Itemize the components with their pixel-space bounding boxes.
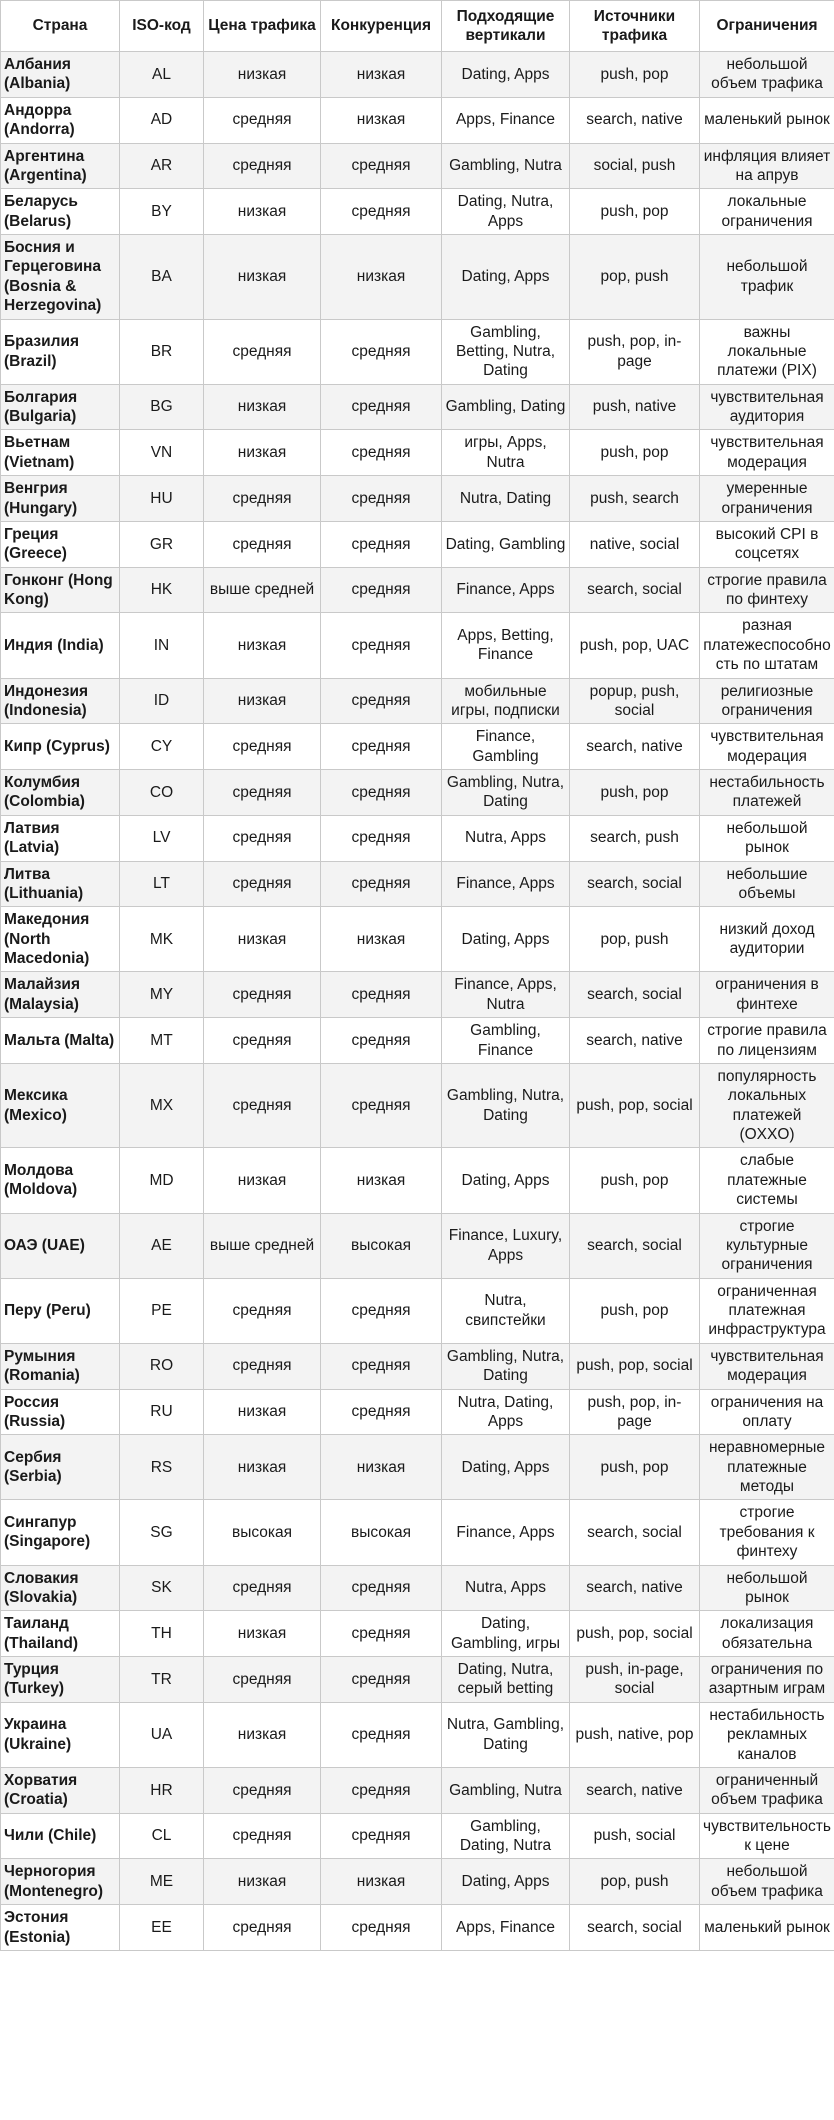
cell-verticals: Apps, Finance xyxy=(442,1905,570,1951)
cell-country: Россия (Russia) xyxy=(1,1389,120,1435)
cell-iso: UA xyxy=(120,1702,204,1767)
cell-limits: строгие правила по финтеху xyxy=(700,567,834,613)
cell-competition: высокая xyxy=(321,1213,442,1278)
cell-verticals: Finance, Apps xyxy=(442,567,570,613)
cell-sources: push, pop xyxy=(570,1278,700,1343)
cell-country: Латвия (Latvia) xyxy=(1,815,120,861)
cell-competition: средняя xyxy=(321,1702,442,1767)
table-row xyxy=(1,52,834,98)
cell-price: выше средней xyxy=(204,1213,321,1278)
cell-sources: push, pop, in-page xyxy=(570,1389,700,1435)
cell-iso: HR xyxy=(120,1767,204,1813)
cell-iso: MD xyxy=(120,1148,204,1213)
cell-sources: search, native xyxy=(570,1767,700,1813)
cell-country: Венгрия (Hungary) xyxy=(1,476,120,522)
header-competition: Конкуренция xyxy=(321,1,442,52)
cell-country: Украина (Ukraine) xyxy=(1,1702,120,1767)
cell-iso: GR xyxy=(120,521,204,567)
table-row xyxy=(1,613,834,678)
cell-sources: push, social xyxy=(570,1813,700,1859)
table-row xyxy=(1,1905,834,1951)
cell-competition: средняя xyxy=(321,815,442,861)
cell-limits: чувствительность к цене xyxy=(700,1813,834,1859)
cell-price: средняя xyxy=(204,1813,321,1859)
cell-country: Румыния (Romania) xyxy=(1,1343,120,1389)
cell-verticals: Dating, Nutra, Apps xyxy=(442,189,570,235)
table-row xyxy=(1,1435,834,1500)
cell-country: Гонконг (Hong Kong) xyxy=(1,567,120,613)
table-row xyxy=(1,1063,834,1148)
cell-sources: push, pop, social xyxy=(570,1611,700,1657)
cell-limits: важны локальные платежи (PIX) xyxy=(700,319,834,384)
table-row xyxy=(1,1389,834,1435)
cell-sources: push, in-page, social xyxy=(570,1657,700,1703)
cell-verticals: Gambling, Finance xyxy=(442,1018,570,1064)
cell-competition: низкая xyxy=(321,1435,442,1500)
cell-country: Малайзия (Malaysia) xyxy=(1,972,120,1018)
cell-competition: средняя xyxy=(321,678,442,724)
cell-iso: LT xyxy=(120,861,204,907)
cell-limits: низкий доход аудитории xyxy=(700,907,834,972)
table-row xyxy=(1,1018,834,1064)
cell-limits: слабые платежные системы xyxy=(700,1148,834,1213)
cell-sources: search, native xyxy=(570,1565,700,1611)
table-row xyxy=(1,770,834,816)
cell-price: средняя xyxy=(204,476,321,522)
cell-price: низкая xyxy=(204,907,321,972)
cell-verticals: Finance, Apps xyxy=(442,1500,570,1565)
cell-country: Мальта (Malta) xyxy=(1,1018,120,1064)
cell-price: низкая xyxy=(204,1859,321,1905)
cell-price: средняя xyxy=(204,1767,321,1813)
cell-sources: search, native xyxy=(570,1018,700,1064)
cell-iso: MX xyxy=(120,1063,204,1148)
cell-competition: средняя xyxy=(321,1767,442,1813)
table-row xyxy=(1,476,834,522)
cell-iso: ME xyxy=(120,1859,204,1905)
header-country: Страна xyxy=(1,1,120,52)
cell-competition: средняя xyxy=(321,1565,442,1611)
table-row xyxy=(1,319,834,384)
cell-sources: push, pop xyxy=(570,1148,700,1213)
cell-competition: средняя xyxy=(321,319,442,384)
cell-limits: небольшой объем трафика xyxy=(700,1859,834,1905)
cell-price: средняя xyxy=(204,319,321,384)
cell-verticals: Finance, Gambling xyxy=(442,724,570,770)
cell-iso: AD xyxy=(120,97,204,143)
cell-country: Чили (Chile) xyxy=(1,1813,120,1859)
cell-iso: SK xyxy=(120,1565,204,1611)
cell-price: средняя xyxy=(204,1905,321,1951)
cell-country: Мексика (Mexico) xyxy=(1,1063,120,1148)
cell-competition: низкая xyxy=(321,97,442,143)
cell-limits: небольшой рынок xyxy=(700,1565,834,1611)
cell-iso: BY xyxy=(120,189,204,235)
cell-verticals: Apps, Finance xyxy=(442,97,570,143)
cell-verticals: Dating, Apps xyxy=(442,52,570,98)
cell-iso: BG xyxy=(120,384,204,430)
cell-price: средняя xyxy=(204,1565,321,1611)
cell-price: высокая xyxy=(204,1500,321,1565)
cell-price: средняя xyxy=(204,1018,321,1064)
cell-competition: средняя xyxy=(321,1657,442,1703)
cell-verticals: Nutra, свипстейки xyxy=(442,1278,570,1343)
table-row xyxy=(1,1343,834,1389)
cell-iso: VN xyxy=(120,430,204,476)
table-row xyxy=(1,1767,834,1813)
cell-competition: средняя xyxy=(321,521,442,567)
cell-verticals: Gambling, Nutra, Dating xyxy=(442,1063,570,1148)
cell-sources: push, native xyxy=(570,384,700,430)
cell-iso: CY xyxy=(120,724,204,770)
cell-competition: низкая xyxy=(321,1148,442,1213)
cell-sources: native, social xyxy=(570,521,700,567)
cell-limits: небольшой рынок xyxy=(700,815,834,861)
cell-verticals: Gambling, Dating xyxy=(442,384,570,430)
cell-sources: pop, push xyxy=(570,907,700,972)
cell-limits: нестабильность платежей xyxy=(700,770,834,816)
cell-sources: search, social xyxy=(570,1500,700,1565)
cell-limits: ограничения по азартным играм xyxy=(700,1657,834,1703)
cell-competition: низкая xyxy=(321,52,442,98)
table-row xyxy=(1,430,834,476)
cell-limits: чувствительная модерация xyxy=(700,724,834,770)
cell-sources: push, pop xyxy=(570,189,700,235)
table-row xyxy=(1,861,834,907)
cell-country: Колумбия (Colombia) xyxy=(1,770,120,816)
cell-iso: LV xyxy=(120,815,204,861)
cell-price: низкая xyxy=(204,613,321,678)
cell-limits: ограниченный объем трафика xyxy=(700,1767,834,1813)
cell-iso: RU xyxy=(120,1389,204,1435)
cell-verticals: Nutra, Dating, Apps xyxy=(442,1389,570,1435)
cell-limits: небольшой трафик xyxy=(700,235,834,320)
cell-verticals: Dating, Apps xyxy=(442,907,570,972)
table-row xyxy=(1,97,834,143)
cell-sources: push, pop xyxy=(570,770,700,816)
cell-price: средняя xyxy=(204,521,321,567)
cell-verticals: мобильные игры, подписки xyxy=(442,678,570,724)
cell-sources: search, social xyxy=(570,861,700,907)
cell-country: Кипр (Cyprus) xyxy=(1,724,120,770)
header-row xyxy=(1,1,834,52)
cell-iso: AE xyxy=(120,1213,204,1278)
cell-limits: строгие культурные ограничения xyxy=(700,1213,834,1278)
cell-iso: RS xyxy=(120,1435,204,1500)
cell-sources: search, social xyxy=(570,567,700,613)
cell-country: Индонезия (Indonesia) xyxy=(1,678,120,724)
cell-verticals: Nutra, Apps xyxy=(442,815,570,861)
cell-verticals: Dating, Apps xyxy=(442,1859,570,1905)
cell-competition: высокая xyxy=(321,1500,442,1565)
cell-country: Таиланд (Thailand) xyxy=(1,1611,120,1657)
cell-verticals: Finance, Luxury, Apps xyxy=(442,1213,570,1278)
cell-verticals: Dating, Gambling, игры xyxy=(442,1611,570,1657)
cell-limits: ограничения в финтехе xyxy=(700,972,834,1018)
cell-competition: средняя xyxy=(321,476,442,522)
cell-price: средняя xyxy=(204,1063,321,1148)
cell-price: средняя xyxy=(204,861,321,907)
cell-country: Черногория (Montenegro) xyxy=(1,1859,120,1905)
cell-iso: HK xyxy=(120,567,204,613)
cell-competition: средняя xyxy=(321,972,442,1018)
table-row xyxy=(1,1702,834,1767)
cell-limits: инфляция влияет на апрув xyxy=(700,143,834,189)
cell-verticals: Gambling, Dating, Nutra xyxy=(442,1813,570,1859)
cell-sources: search, native xyxy=(570,97,700,143)
table-row xyxy=(1,1500,834,1565)
header-price: Цена трафика xyxy=(204,1,321,52)
cell-country: Албания (Albania) xyxy=(1,52,120,98)
cell-price: выше средней xyxy=(204,567,321,613)
cell-verticals: Gambling, Nutra xyxy=(442,1767,570,1813)
table-row xyxy=(1,1148,834,1213)
cell-competition: средняя xyxy=(321,1063,442,1148)
header-limits: Ограничения xyxy=(700,1,834,52)
cell-price: низкая xyxy=(204,52,321,98)
cell-competition: средняя xyxy=(321,861,442,907)
cell-verticals: Finance, Apps, Nutra xyxy=(442,972,570,1018)
cell-iso: EE xyxy=(120,1905,204,1951)
cell-iso: ID xyxy=(120,678,204,724)
cell-limits: чувствительная аудитория xyxy=(700,384,834,430)
cell-limits: чувствительная модерация xyxy=(700,1343,834,1389)
cell-competition: средняя xyxy=(321,384,442,430)
cell-iso: AL xyxy=(120,52,204,98)
cell-limits: локализация обязательна xyxy=(700,1611,834,1657)
cell-competition: средняя xyxy=(321,1813,442,1859)
cell-competition: средняя xyxy=(321,770,442,816)
cell-iso: IN xyxy=(120,613,204,678)
cell-verticals: Gambling, Betting, Nutra, Dating xyxy=(442,319,570,384)
cell-price: средняя xyxy=(204,97,321,143)
cell-competition: средняя xyxy=(321,189,442,235)
cell-sources: search, social xyxy=(570,972,700,1018)
cell-country: Сингапур (Singapore) xyxy=(1,1500,120,1565)
cell-competition: средняя xyxy=(321,724,442,770)
cell-competition: низкая xyxy=(321,1859,442,1905)
cell-competition: средняя xyxy=(321,1278,442,1343)
table-row xyxy=(1,972,834,1018)
cell-sources: pop, push xyxy=(570,235,700,320)
table-row xyxy=(1,1657,834,1703)
cell-limits: небольшой объем трафика xyxy=(700,52,834,98)
table-row xyxy=(1,1278,834,1343)
cell-price: низкая xyxy=(204,235,321,320)
cell-competition: низкая xyxy=(321,907,442,972)
cell-sources: search, social xyxy=(570,1213,700,1278)
header-verticals: Подходящие вертикали xyxy=(442,1,570,52)
cell-country: Сербия (Serbia) xyxy=(1,1435,120,1500)
cell-country: Литва (Lithuania) xyxy=(1,861,120,907)
cell-limits: локальные ограничения xyxy=(700,189,834,235)
cell-competition: средняя xyxy=(321,1389,442,1435)
header-sources: Источники трафика xyxy=(570,1,700,52)
cell-limits: неравномерные платежные методы xyxy=(700,1435,834,1500)
cell-price: низкая xyxy=(204,189,321,235)
cell-sources: push, pop, in-page xyxy=(570,319,700,384)
cell-competition: средняя xyxy=(321,1905,442,1951)
cell-limits: небольшие объемы xyxy=(700,861,834,907)
cell-price: средняя xyxy=(204,770,321,816)
cell-price: низкая xyxy=(204,678,321,724)
cell-iso: RO xyxy=(120,1343,204,1389)
cell-sources: pop, push xyxy=(570,1859,700,1905)
cell-competition: средняя xyxy=(321,1343,442,1389)
cell-limits: ограничения на оплату xyxy=(700,1389,834,1435)
cell-iso: CL xyxy=(120,1813,204,1859)
cell-sources: push, pop xyxy=(570,52,700,98)
cell-country: Словакия (Slovakia) xyxy=(1,1565,120,1611)
cell-price: низкая xyxy=(204,384,321,430)
table-row xyxy=(1,1213,834,1278)
cell-limits: нестабильность рекламных каналов xyxy=(700,1702,834,1767)
cell-price: низкая xyxy=(204,1702,321,1767)
cell-price: средняя xyxy=(204,724,321,770)
cell-sources: search, social xyxy=(570,1905,700,1951)
cell-verticals: Gambling, Nutra xyxy=(442,143,570,189)
cell-limits: ограниченная платежная инфраструктура xyxy=(700,1278,834,1343)
table-row xyxy=(1,143,834,189)
cell-sources: search, push xyxy=(570,815,700,861)
cell-price: низкая xyxy=(204,1435,321,1500)
cell-verticals: Dating, Apps xyxy=(442,235,570,320)
table-row xyxy=(1,1611,834,1657)
table-row xyxy=(1,235,834,320)
cell-price: средняя xyxy=(204,1657,321,1703)
cell-verticals: Nutra, Apps xyxy=(442,1565,570,1611)
cell-country: Турция (Turkey) xyxy=(1,1657,120,1703)
table-row xyxy=(1,567,834,613)
cell-iso: MY xyxy=(120,972,204,1018)
cell-iso: AR xyxy=(120,143,204,189)
cell-verticals: Dating, Apps xyxy=(442,1148,570,1213)
cell-iso: MT xyxy=(120,1018,204,1064)
cell-country: Бразилия (Brazil) xyxy=(1,319,120,384)
cell-sources: push, pop, social xyxy=(570,1063,700,1148)
cell-limits: маленький рынок xyxy=(700,97,834,143)
header-iso: ISO-код xyxy=(120,1,204,52)
cell-verticals: Dating, Apps xyxy=(442,1435,570,1500)
cell-iso: TH xyxy=(120,1611,204,1657)
cell-sources: push, native, pop xyxy=(570,1702,700,1767)
cell-sources: push, pop xyxy=(570,1435,700,1500)
cell-competition: средняя xyxy=(321,143,442,189)
cell-limits: чувствительная модерация xyxy=(700,430,834,476)
cell-verticals: Dating, Gambling xyxy=(442,521,570,567)
cell-iso: CO xyxy=(120,770,204,816)
cell-limits: строгие требования к финтеху xyxy=(700,1500,834,1565)
table-row xyxy=(1,815,834,861)
cell-iso: HU xyxy=(120,476,204,522)
cell-verticals: игры, Apps, Nutra xyxy=(442,430,570,476)
cell-verticals: Finance, Apps xyxy=(442,861,570,907)
cell-country: Индия (India) xyxy=(1,613,120,678)
table-row xyxy=(1,724,834,770)
cell-country: Аргентина (Argentina) xyxy=(1,143,120,189)
cell-limits: маленький рынок xyxy=(700,1905,834,1951)
table-row xyxy=(1,907,834,972)
cell-price: средняя xyxy=(204,815,321,861)
cell-competition: средняя xyxy=(321,613,442,678)
cell-country: Молдова (Moldova) xyxy=(1,1148,120,1213)
cell-price: средняя xyxy=(204,972,321,1018)
cell-verticals: Apps, Betting, Finance xyxy=(442,613,570,678)
cell-limits: разная платежеспособность по штатам xyxy=(700,613,834,678)
cell-limits: строгие правила по лицензиям xyxy=(700,1018,834,1064)
cell-country: Андорра (Andorra) xyxy=(1,97,120,143)
cell-sources: push, search xyxy=(570,476,700,522)
cell-price: низкая xyxy=(204,430,321,476)
cell-competition: средняя xyxy=(321,1018,442,1064)
table-row xyxy=(1,1565,834,1611)
cell-country: Вьетнам (Vietnam) xyxy=(1,430,120,476)
cell-sources: popup, push, social xyxy=(570,678,700,724)
cell-iso: PE xyxy=(120,1278,204,1343)
cell-competition: низкая xyxy=(321,235,442,320)
table-body xyxy=(1,52,834,1951)
cell-competition: средняя xyxy=(321,430,442,476)
table-row xyxy=(1,189,834,235)
cell-iso: BR xyxy=(120,319,204,384)
cell-country: Эстония (Estonia) xyxy=(1,1905,120,1951)
cell-competition: средняя xyxy=(321,1611,442,1657)
cell-limits: высокий CPI в соцсетях xyxy=(700,521,834,567)
cell-price: низкая xyxy=(204,1389,321,1435)
cell-sources: search, native xyxy=(570,724,700,770)
table-row xyxy=(1,1813,834,1859)
cell-country: Греция (Greece) xyxy=(1,521,120,567)
cell-limits: популярность локальных платежей (OXXO) xyxy=(700,1063,834,1148)
cell-sources: push, pop, social xyxy=(570,1343,700,1389)
cell-iso: SG xyxy=(120,1500,204,1565)
cell-verticals: Dating, Nutra, серый betting xyxy=(442,1657,570,1703)
cell-country: Перу (Peru) xyxy=(1,1278,120,1343)
cell-verticals: Gambling, Nutra, Dating xyxy=(442,1343,570,1389)
cell-country: ОАЭ (UAE) xyxy=(1,1213,120,1278)
cell-iso: BA xyxy=(120,235,204,320)
cell-iso: MK xyxy=(120,907,204,972)
table-row xyxy=(1,384,834,430)
cell-price: средняя xyxy=(204,143,321,189)
cell-verticals: Nutra, Dating xyxy=(442,476,570,522)
cell-sources: push, pop xyxy=(570,430,700,476)
cell-country: Болгария (Bulgaria) xyxy=(1,384,120,430)
cell-competition: средняя xyxy=(321,567,442,613)
cell-price: низкая xyxy=(204,1148,321,1213)
cell-price: средняя xyxy=(204,1278,321,1343)
table-row xyxy=(1,521,834,567)
cell-sources: push, pop, UAC xyxy=(570,613,700,678)
cell-limits: умеренные ограничения xyxy=(700,476,834,522)
cell-country: Босния и Герцеговина (Bosnia & Herzegovina) xyxy=(1,235,120,320)
cell-sources: social, push xyxy=(570,143,700,189)
cell-country: Беларусь (Belarus) xyxy=(1,189,120,235)
cell-verticals: Nutra, Gambling, Dating xyxy=(442,1702,570,1767)
cell-country: Хорватия (Croatia) xyxy=(1,1767,120,1813)
cell-country: Македония (North Macedonia) xyxy=(1,907,120,972)
table-row xyxy=(1,1859,834,1905)
cell-price: низкая xyxy=(204,1611,321,1657)
cell-limits: религиозные ограничения xyxy=(700,678,834,724)
table-row xyxy=(1,678,834,724)
cell-verticals: Gambling, Nutra, Dating xyxy=(442,770,570,816)
cell-price: средняя xyxy=(204,1343,321,1389)
cell-iso: TR xyxy=(120,1657,204,1703)
